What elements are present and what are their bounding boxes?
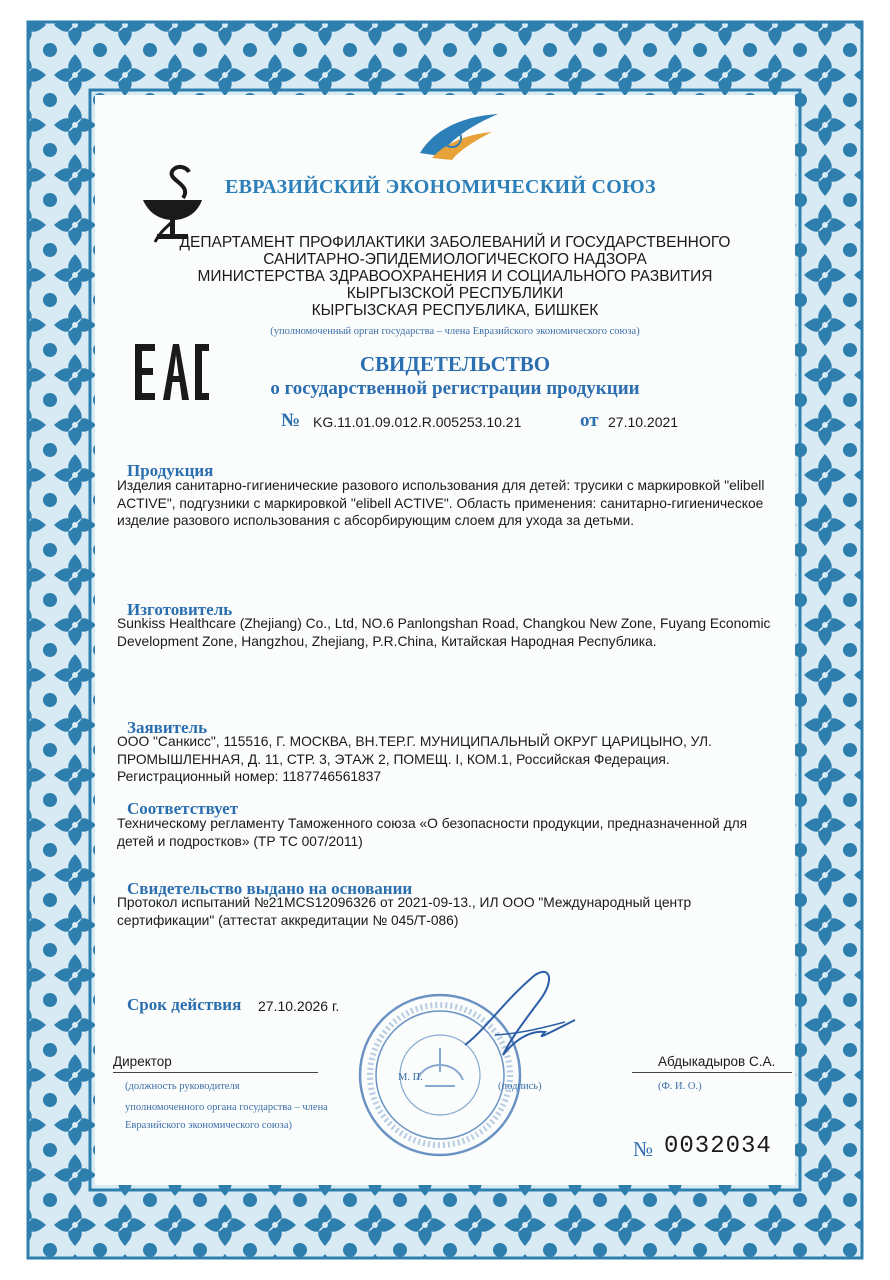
serial-number: 0032034 xyxy=(664,1133,772,1160)
certificate-date: 27.10.2021 xyxy=(608,414,679,430)
basis-text: Протокол испытаний №21MCS12096326 от 2021-09-13., ИЛ ООО "Международный центр сертификации" (аттестат аккредитации № 045/Т-086) xyxy=(117,895,692,928)
name-underline xyxy=(632,1072,792,1073)
compliance-heading: Соответствует xyxy=(127,799,239,818)
role-note-line-1: (должность руководителя xyxy=(125,1081,240,1092)
product-text: Изделия санитарно-гигиенические разового использования для детей: трусики с маркировкой "elibell ACTIVE", подгузники с маркировкой "elibell ACTIVE". Область применения: санитарно-гигиеническое изделие разового использования с абсорбирующим слоем для ухода за детьми. xyxy=(117,478,765,528)
director-signature xyxy=(455,960,585,1070)
name-note: (Ф. И. О.) xyxy=(658,1081,702,1092)
union-name: ЕВРАЗИЙСКИЙ ЭКОНОМИЧЕСКИЙ СОЮЗ xyxy=(225,176,656,198)
basis-heading: Свидетельство выдано на основании xyxy=(127,879,413,898)
certificate-number: KG.11.01.09.012.R.005253.10.21 xyxy=(313,414,522,430)
applicant-text: ООО "Санкисс", 115516, Г. МОСКВА, ВН.ТЕР.Г. МУНИЦИПАЛЬНЫЙ ОКРУГ ЦАРИЦЫНО, УЛ. ПРОМЫШЛЕННАЯ, Д. 11, СТР. 3, ЭТАЖ 2, ПОМЕЩ. I, КОМ.1, Российская Федерация. Регистрационный номер: 1187746561837 xyxy=(117,734,712,784)
department-line-3: МИНИСТЕРСТВА ЗДРАВООХРАНЕНИЯ И СОЦИАЛЬНОГО РАЗВИТИЯ xyxy=(197,268,713,285)
role-underline xyxy=(113,1072,318,1073)
certificate-title: СВИДЕТЕЛЬСТВО xyxy=(359,352,551,376)
product-heading: Продукция xyxy=(127,461,214,480)
mp-label: М. П. xyxy=(398,1072,423,1083)
serial-label: № xyxy=(633,1137,654,1161)
director-role: Директор xyxy=(113,1054,172,1069)
department-line-2: САНИТАРНО-ЭПИДЕМИОЛОГИЧЕСКОГО НАДЗОРА xyxy=(263,251,647,268)
number-label: № xyxy=(281,410,301,431)
role-note-line-2: уполномоченного органа государства – члена xyxy=(125,1102,328,1113)
certificate-subtitle: о государственной регистрации продукции xyxy=(270,378,640,399)
validity-label: Срок действия xyxy=(127,995,242,1014)
manufacturer-heading: Изготовитель xyxy=(127,600,233,619)
department-line-4: КЫРГЫЗСКОЙ РЕСПУБЛИКИ xyxy=(346,285,564,302)
eaeu-emblem xyxy=(410,108,505,163)
director-name: Абдыкадыров С.А. xyxy=(658,1054,776,1069)
date-label: от xyxy=(580,410,599,431)
validity-date: 27.10.2026 г. xyxy=(258,998,340,1014)
manufacturer-text: Sunkiss Healthcare (Zhejiang) Co., Ltd, NO.6 Panlongshan Road, Changkou New Zone, Fuyang Economic Development Zone, Hangzhou, Zhejiang, P.R.China, Китайская Народная Республика. xyxy=(117,616,771,649)
applicant-heading: Заявитель xyxy=(127,718,208,737)
signature-note: (подпись) xyxy=(498,1081,542,1092)
compliance-text: Техническому регламенту Таможенного союза «О безопасности продукции, предназначенной для детей и подростков» (ТР ТС 007/2011) xyxy=(117,816,748,849)
department-line-1: ДЕПАРТАМЕНТ ПРОФИЛАКТИКИ ЗАБОЛЕВАНИЙ И ГОСУДАРСТВЕННОГО xyxy=(179,234,731,251)
authority-note: (уполномоченный орган государства – члена Евразийского экономического союза) xyxy=(270,326,640,337)
department-line-5: КЫРГЫЗСКАЯ РЕСПУБЛИКА, БИШКЕК xyxy=(311,302,599,319)
role-note-line-3: Евразийского экономического союза) xyxy=(125,1120,292,1131)
